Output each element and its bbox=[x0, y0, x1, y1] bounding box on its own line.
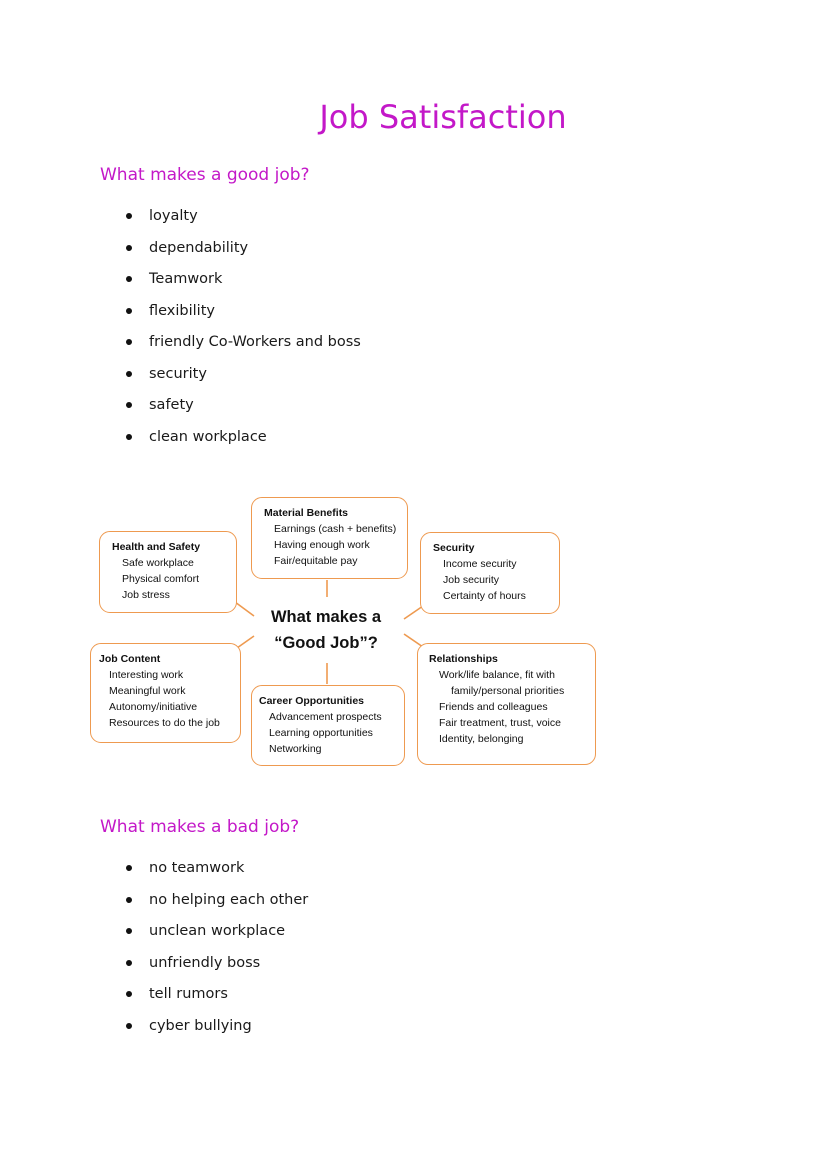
security-box bbox=[420, 532, 560, 614]
box-item: Job security bbox=[443, 574, 500, 587]
connector-security bbox=[404, 606, 423, 619]
career-opportunities-box bbox=[251, 685, 405, 766]
box-item: Having enough work bbox=[274, 539, 370, 552]
list-item: unclean workplace bbox=[126, 921, 308, 953]
center-line-2: “Good Job”? bbox=[274, 634, 378, 652]
list-item: tell rumors bbox=[126, 984, 308, 1016]
box-item: Job stress bbox=[122, 589, 170, 602]
box-item: Certainty of hours bbox=[443, 590, 526, 603]
list-item: unfriendly boss bbox=[126, 953, 308, 985]
box-item: Safe workplace bbox=[122, 557, 194, 570]
box-item: Income security bbox=[443, 558, 517, 571]
list-item: loyalty bbox=[126, 206, 361, 238]
box-item: Physical comfort bbox=[122, 573, 200, 586]
box-item: family/personal priorities bbox=[451, 685, 565, 698]
list-item: no helping each other bbox=[126, 890, 308, 922]
box-title: Security bbox=[433, 542, 475, 554]
box-item: Identity, belonging bbox=[439, 733, 524, 746]
box-title: Career Opportunities bbox=[259, 695, 365, 707]
box-item: Learning opportunities bbox=[269, 727, 373, 740]
list-item: clean workplace bbox=[126, 427, 361, 459]
list-item: flexibility bbox=[126, 301, 361, 333]
box-item: Work/life balance, fit with bbox=[439, 669, 555, 682]
list-item: safety bbox=[126, 395, 361, 427]
box-title: Health and Safety bbox=[112, 541, 201, 553]
good-job-list bbox=[126, 206, 361, 458]
material-benefits-box bbox=[251, 497, 408, 579]
box-item: Fair/equitable pay bbox=[274, 555, 358, 568]
box-item: Advancement prospects bbox=[269, 711, 382, 724]
list-item: dependability bbox=[126, 238, 361, 270]
list-item: cyber bullying bbox=[126, 1016, 308, 1048]
job-content-box bbox=[90, 643, 241, 743]
bad-job-list bbox=[126, 858, 308, 1047]
bad-job-heading: What makes a bad job? bbox=[100, 817, 300, 837]
box-title: Relationships bbox=[429, 653, 498, 665]
box-item: Fair treatment, trust, voice bbox=[439, 717, 561, 730]
box-item: Friends and colleagues bbox=[439, 701, 548, 714]
box-item: Autonomy/initiative bbox=[109, 701, 198, 714]
list-item: security bbox=[126, 364, 361, 396]
relationships-box bbox=[417, 643, 596, 765]
center-line-1: What makes a bbox=[270, 608, 382, 626]
diagram-center-label bbox=[252, 604, 400, 656]
list-item: no teamwork bbox=[126, 858, 308, 890]
box-item: Interesting work bbox=[109, 669, 184, 682]
box-item: Meaningful work bbox=[109, 685, 186, 698]
box-title: Material Benefits bbox=[264, 507, 349, 519]
box-title: Job Content bbox=[99, 653, 161, 665]
box-item: Earnings (cash + benefits) bbox=[274, 523, 397, 536]
page-title: Job Satisfaction bbox=[319, 98, 567, 136]
health-safety-box bbox=[99, 531, 237, 613]
list-item: Teamwork bbox=[126, 269, 361, 301]
box-item: Resources to do the job bbox=[109, 717, 220, 730]
box-item: Networking bbox=[269, 743, 322, 756]
good-job-heading: What makes a good job? bbox=[100, 165, 310, 185]
list-item: friendly Co-Workers and boss bbox=[126, 332, 361, 364]
